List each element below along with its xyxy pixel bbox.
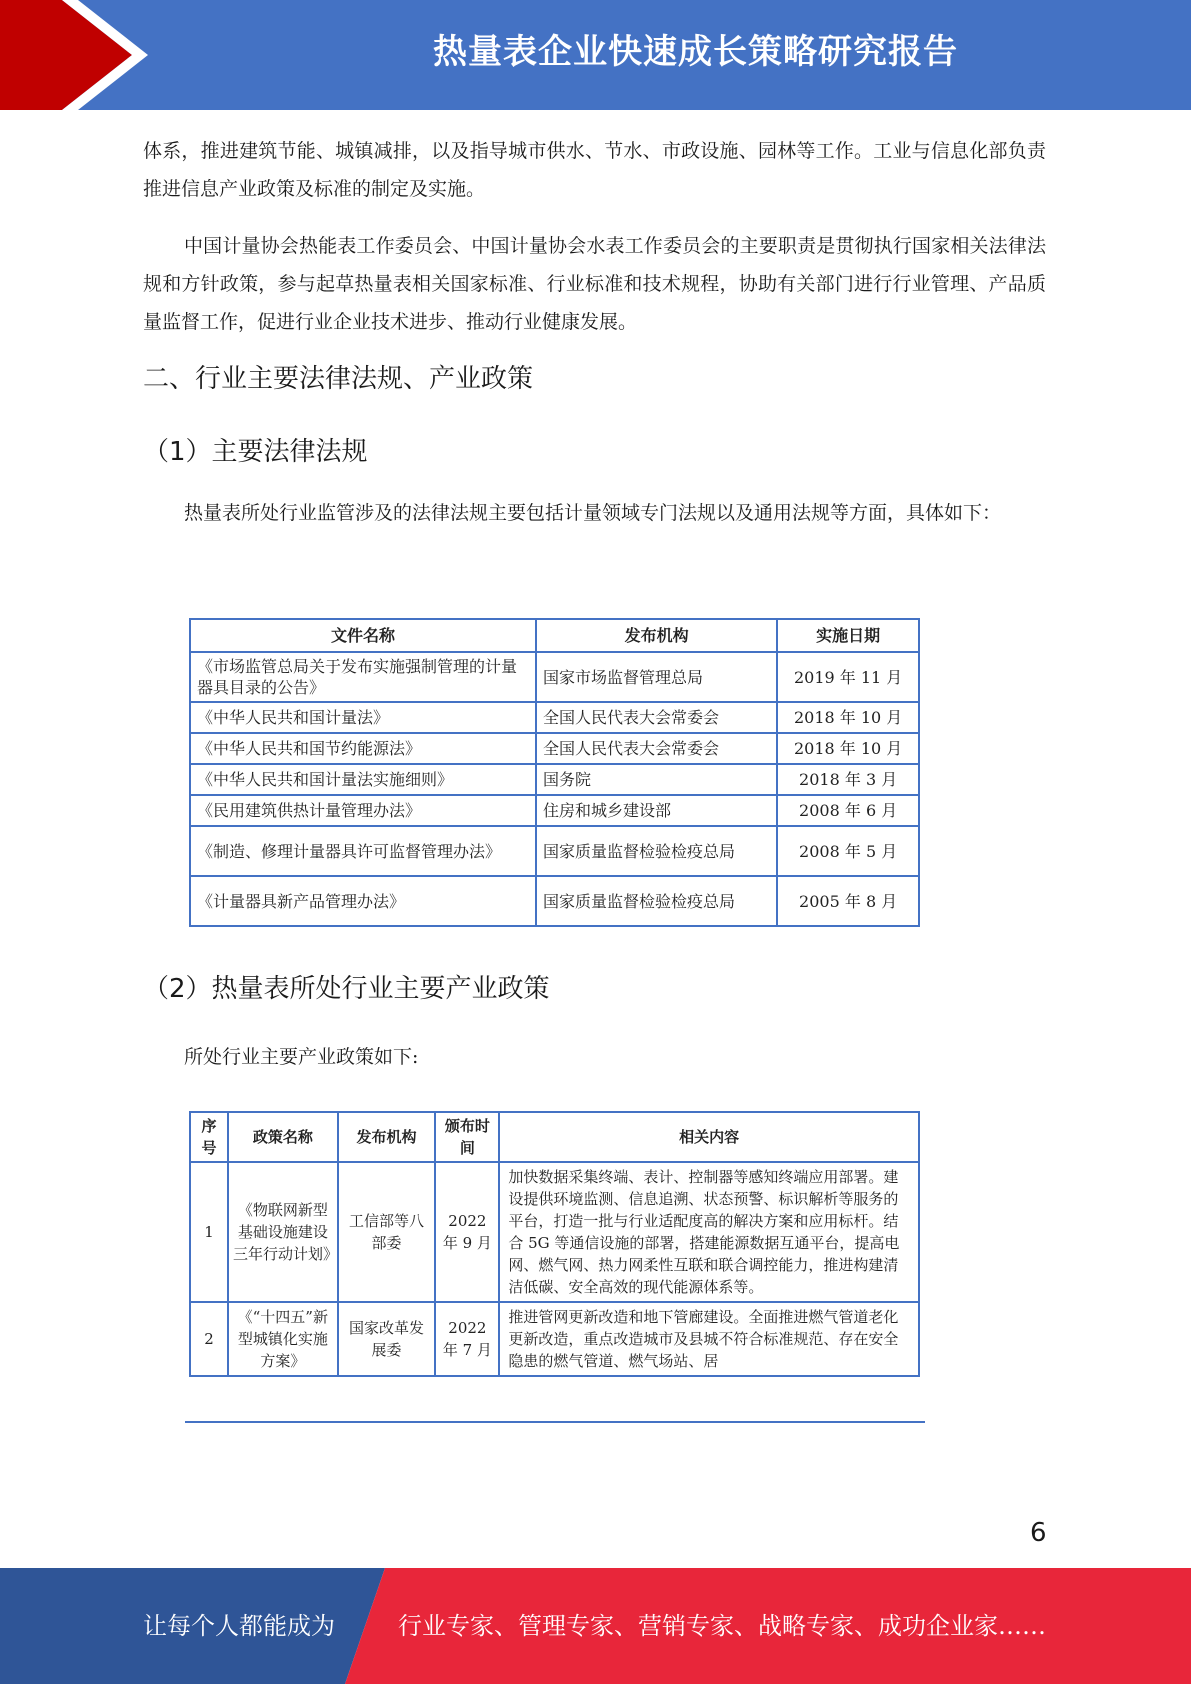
paragraph: 中国计量协会热能表工作委员会、中国计量协会水表工作委员会的主要职责是贯彻执行国家相关法律法规和方针政策，参与起草热量表相关国家标准、行业标准和技术规程，协助有关部门进行行业管理、产品质量监督工作，促进行业企业技术进步、推动行业健康发展。 xyxy=(143,235,1046,333)
table-cell: 2005 年 8 月 xyxy=(777,876,919,926)
paragraph: 热量表所处行业监管涉及的法律法规主要包括计量领域专门法规以及通用法规等方面，具体如下： xyxy=(184,502,1002,524)
table-header-row xyxy=(190,1112,919,1162)
table-row xyxy=(190,1302,919,1376)
table-cell: 国家质量监督检验检疫总局 xyxy=(536,826,777,876)
subsection-heading: （2）热量表所处行业主要产业政策 xyxy=(143,974,550,1004)
table-cell: 《中华人民共和国计量法》 xyxy=(190,702,536,733)
table-cell: 2018 年 10 月 xyxy=(777,702,919,733)
table-row xyxy=(190,652,919,702)
table-row xyxy=(190,876,919,926)
subsection-heading: （1）主要法律法规 xyxy=(143,437,368,467)
table-header-row xyxy=(190,619,919,652)
table-cell: 工信部等八部委 xyxy=(338,1162,436,1302)
table-cell: 《物联网新型基础设施建设三年行动计划》 xyxy=(228,1162,338,1302)
paragraph: 体系，推进建筑节能、城镇减排，以及指导城市供水、节水、市政设施、园林等工作。工业与信息化部负责推进信息产业政策及标准的制定及实施。 xyxy=(143,140,1046,200)
table-row xyxy=(190,702,919,733)
table-cell: 加快数据采集终端、表计、控制器等感知终端应用部署。建设提供环境监测、信息追溯、状态预警、标识解析等服务的平台，打造一批与行业适配度高的解决方案和应用标杆。结合 5G 等通信设施的部署，搭建能源数据互通平台，提高电网、燃气网、热力网柔性互联和联合调控能力，推进构建清洁低碳、安全高效的现代能源体系等。 xyxy=(499,1162,919,1302)
table-cell: 国家市场监督管理总局 xyxy=(536,652,777,702)
table-row xyxy=(190,1162,919,1302)
header-chevron-decoration xyxy=(0,0,150,110)
table-header-cell: 相关内容 xyxy=(499,1112,919,1162)
table-cell: 《计量器具新产品管理办法》 xyxy=(190,876,536,926)
table-cell: 2008 年 6 月 xyxy=(777,795,919,826)
table-cell: 全国人民代表大会常委会 xyxy=(536,733,777,764)
footer-slogan-right: 行业专家、管理专家、营销专家、战略专家、成功企业家…… xyxy=(398,1612,1046,1640)
page-header xyxy=(0,0,1191,110)
section-heading: 二、行业主要法律法规、产业政策 xyxy=(143,364,534,394)
table-cell: 《市场监管总局关于发布实施强制管理的计量器具目录的公告》 xyxy=(190,652,536,702)
paragraph: 所处行业主要产业政策如下: xyxy=(184,1046,419,1068)
table-cell: 全国人民代表大会常委会 xyxy=(536,702,777,733)
header-title: 热量表企业快速成长策略研究报告 xyxy=(433,32,958,72)
table-cell: 2022 年 7 月 xyxy=(435,1302,499,1376)
table-cell: 住房和城乡建设部 xyxy=(536,795,777,826)
table-cell: 国家质量监督检验检疫总局 xyxy=(536,876,777,926)
table-cell: 2018 年 10 月 xyxy=(777,733,919,764)
footer-slogan-left: 让每个人都能成为 xyxy=(143,1612,335,1640)
policy-table xyxy=(189,1111,920,1377)
table-cell: 2 xyxy=(190,1302,228,1376)
table-header-cell: 发布机构 xyxy=(536,619,777,652)
policy-table-clip xyxy=(185,1109,925,1423)
table-header-cell: 政策名称 xyxy=(228,1112,338,1162)
page-number: 6 xyxy=(1030,1518,1047,1548)
table-cell: 2008 年 5 月 xyxy=(777,826,919,876)
table-cell: 《中华人民共和国节约能源法》 xyxy=(190,733,536,764)
table-cell: 推进管网更新改造和地下管廊建设。全面推进燃气管道老化更新改造，重点改造城市及县城不符合标准规范、存在安全隐患的燃气管道、燃气场站、居 xyxy=(499,1302,919,1376)
table-header-cell: 文件名称 xyxy=(190,619,536,652)
table-cell: 1 xyxy=(190,1162,228,1302)
table-cell: 《民用建筑供热计量管理办法》 xyxy=(190,795,536,826)
table-cut-line xyxy=(185,1421,925,1423)
table-cell: 2019 年 11 月 xyxy=(777,652,919,702)
table-row xyxy=(190,764,919,795)
table-cell: 2018 年 3 月 xyxy=(777,764,919,795)
table-header-cell: 发布机构 xyxy=(338,1112,436,1162)
table-cell: 国务院 xyxy=(536,764,777,795)
table-cell: 国家改革发展委 xyxy=(338,1302,436,1376)
page-content xyxy=(143,132,1046,532)
table-header-cell: 颁布时间 xyxy=(435,1112,499,1162)
table-cell: 《制造、修理计量器具许可监督管理办法》 xyxy=(190,826,536,876)
table-cell: 2022 年 9 月 xyxy=(435,1162,499,1302)
table-row xyxy=(190,733,919,764)
table-row xyxy=(190,826,919,876)
table-cell: 《“十四五”新型城镇化实施方案》 xyxy=(228,1302,338,1376)
page-footer xyxy=(0,1568,1191,1684)
table-row xyxy=(190,795,919,826)
table-cell: 《中华人民共和国计量法实施细则》 xyxy=(190,764,536,795)
table-header-cell: 序号 xyxy=(190,1112,228,1162)
table-header-cell: 实施日期 xyxy=(777,619,919,652)
laws-table xyxy=(189,618,920,927)
